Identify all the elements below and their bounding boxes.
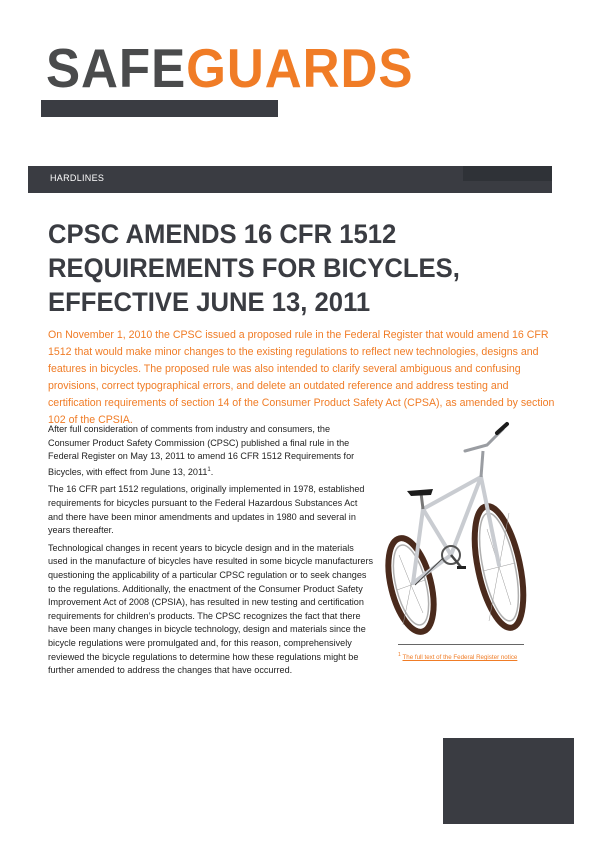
logo-underline-bar (41, 100, 278, 117)
article-intro: On November 1, 2010 the CPSC issued a proposed rule in the Federal Register that would amend 16 CFR 1512 that would make minor changes to the existing regulations to reflect new technologies, designs and features in bicycles. The proposed rule was also intended to clarify several ambiguous and confusing provisions, correct typographical errors, and delete an outdated reference and address testing and certification requirements of section 14 of the Consumer Product Safety Act (CPSA), as amended by section 102 of the CPSIA. (48, 329, 555, 426)
article-title: CPSC AMENDS 16 CFR 1512 REQUIREMENTS FOR BICYCLES, EFFECTIVE JUNE 13, 2011 (48, 219, 460, 317)
logo-part-safe: SAFE (46, 37, 187, 99)
bicycle-photo (381, 415, 531, 640)
footnote-number: 1 (398, 652, 401, 658)
footnote-rule (398, 644, 524, 645)
footnote-reference[interactable]: 1 (207, 466, 211, 473)
section-label: HARDLINES (50, 173, 105, 183)
pedal (457, 566, 466, 569)
stem (481, 451, 483, 477)
logo-part-guards: GUARDS (186, 37, 414, 99)
safeguards-logo (46, 38, 413, 98)
section-band-accent (463, 166, 552, 181)
body-paragraph-1 (48, 423, 373, 479)
body-paragraph-2: The 16 CFR part 1512 regulations, originally implemented in 1978, established requirements for bicycles pursuant to the Federal Hazardous Substances Act and there have been minor amendments and updates in 1980 and several in years thereafter. (48, 484, 365, 536)
federal-register-link[interactable]: The full text of the Federal Register notice (402, 654, 518, 662)
article-body (48, 423, 373, 682)
body-paragraph-1-text: After full consideration of comments from industry and consumers, the Consumer Product Safety Commission (CPSC) published a final rule in the Federal Register on May 13, 2011 to amend 16 CFR 1512 Requirements for Bicycles, with effect from June 13, 2011 (48, 424, 355, 477)
saddle (407, 489, 433, 496)
footnote (398, 652, 517, 661)
footer-decorative-block (443, 738, 574, 824)
body-paragraph-3: Technological changes in recent years to bicycle design and in the materials used in the manufacture of bicycles have resulted in some bicycle manufacturers questioning the applicability of a particular CPSC regulation or to seek changes to the regulations. Additionally, the enactment of the Consumer Product Safety Improvement Act of 2008 (CPSIA), has resulted in new testing and certification requirements for children’s products. The CPSC recognizes the fact that there have been many changes in bicycle technology, design and materials since the bicycle regulations were promulgated and, for this reason, comprehensively reviewed the bicycle regulations to determine how these regulations might be further amended to address the changes that have occurred. (48, 542, 374, 676)
body-paragraph-1-end: . (210, 466, 214, 477)
